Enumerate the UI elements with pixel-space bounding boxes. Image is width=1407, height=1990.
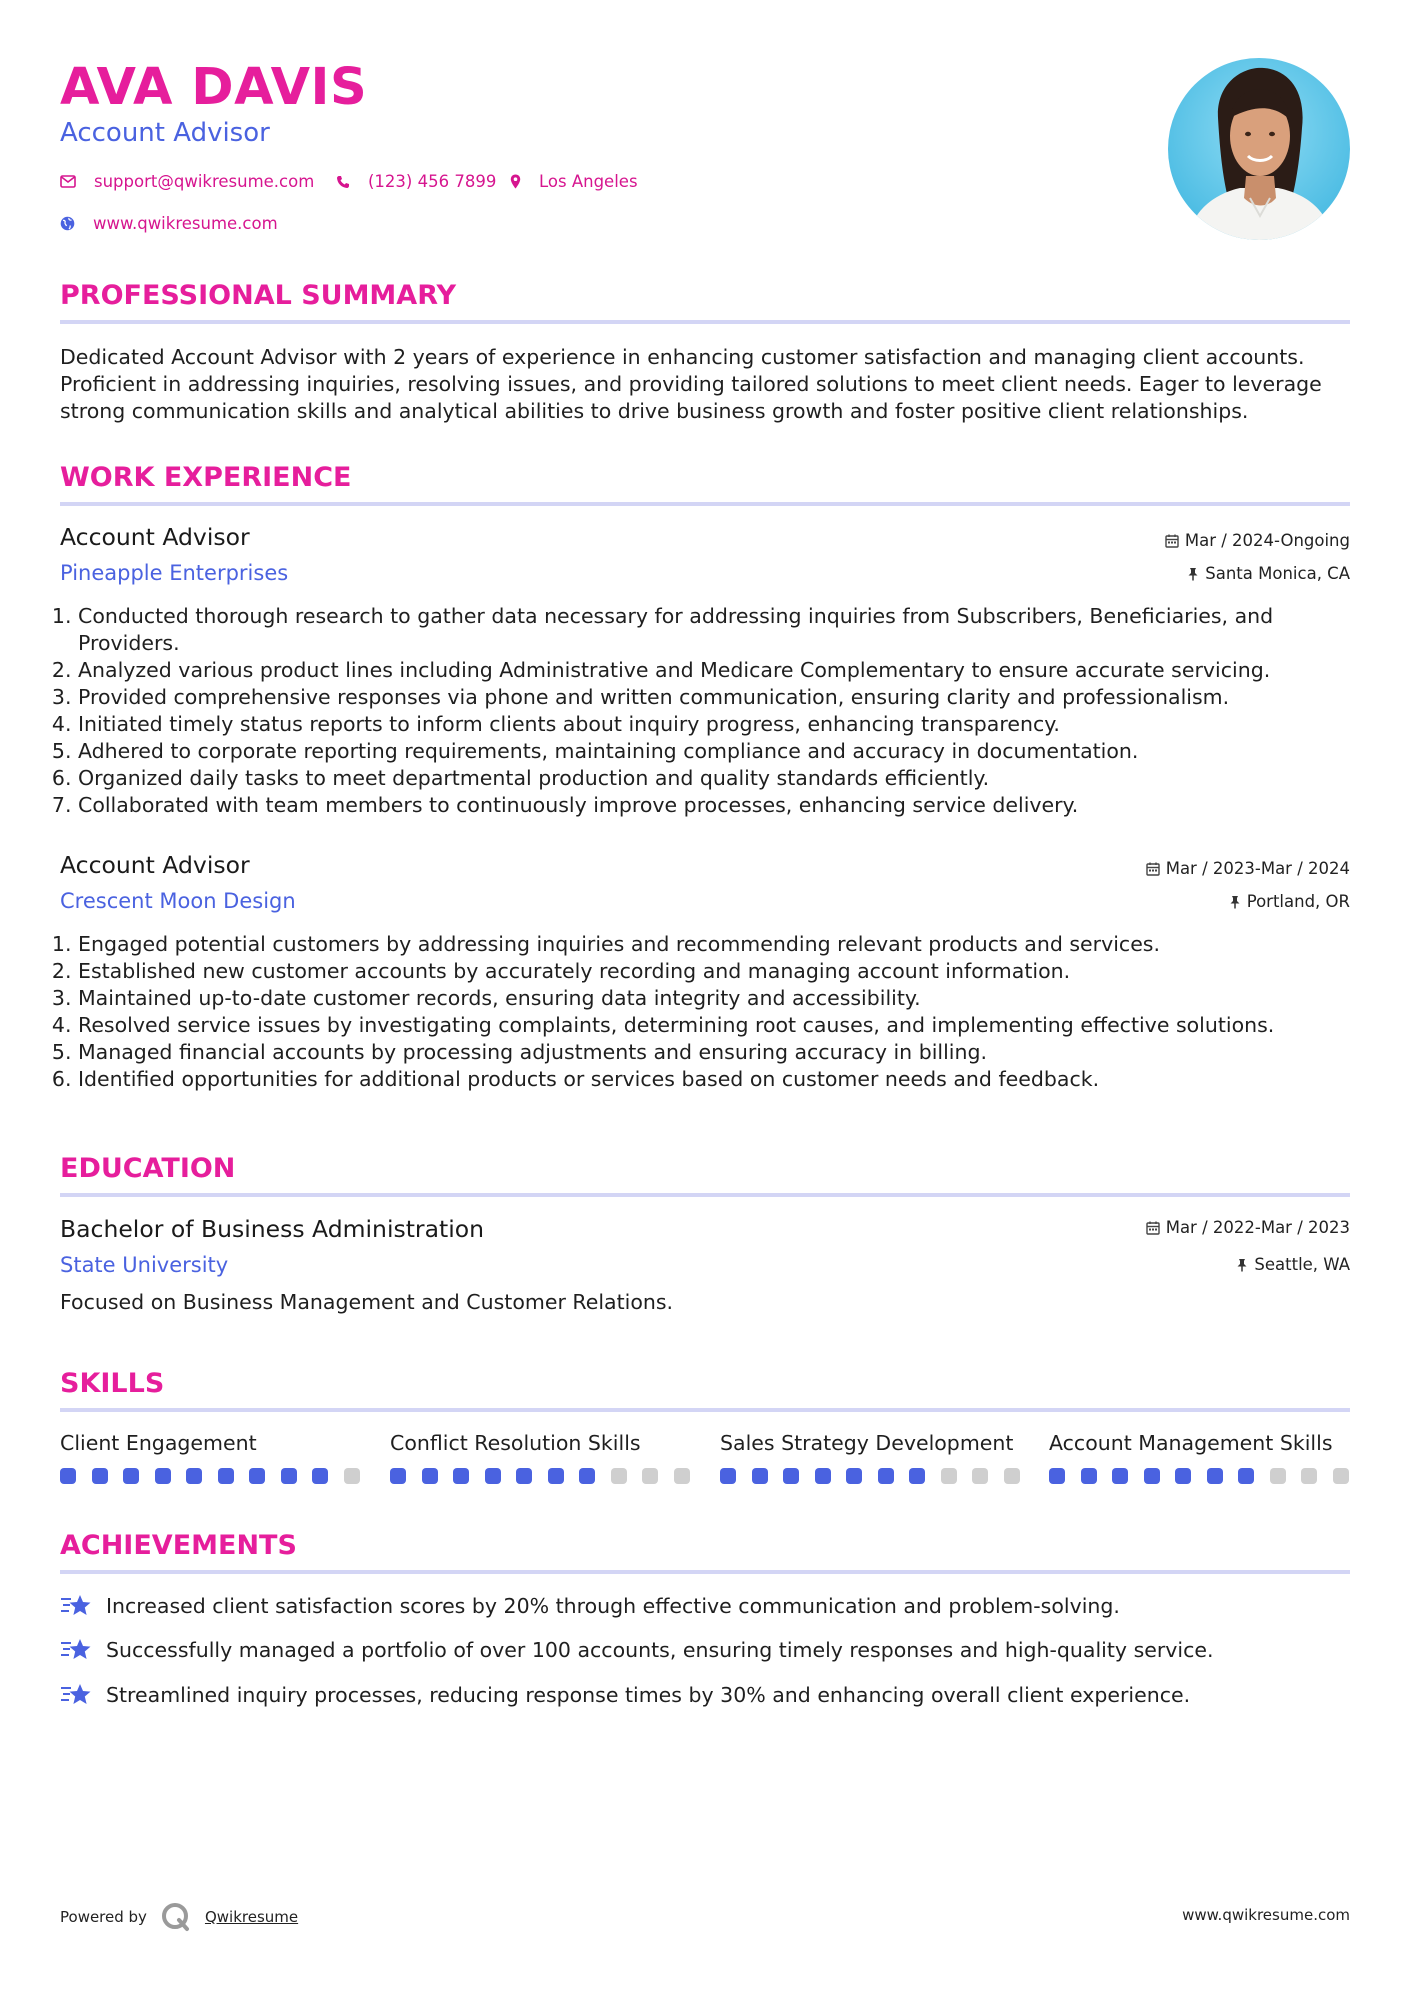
list-item: 5. Managed financial accounts by processing adjustments and ensuring accuracy in billing. — [78, 1039, 1378, 1066]
skill-dot-filled — [312, 1468, 328, 1484]
qwikresume-logo-icon — [161, 1902, 191, 1932]
job-location — [1229, 892, 1350, 911]
skill-rating — [60, 1468, 375, 1484]
skill-dot-filled — [516, 1468, 532, 1484]
skill-dot-filled — [1081, 1468, 1097, 1484]
education-location-text: Seattle, WA — [1254, 1255, 1350, 1274]
contact-website-text: www.qwikresume.com — [93, 214, 278, 233]
list-item: 3. Provided comprehensive responses via phone and written communication, ensuring clarity and professionalism. — [78, 684, 1378, 711]
section-divider — [60, 1193, 1350, 1197]
contact-email[interactable] — [60, 172, 314, 191]
section-divider — [60, 1570, 1350, 1574]
candidate-title: Account Advisor — [60, 118, 270, 148]
achievement-item — [60, 1637, 1214, 1663]
skill-dot-filled — [281, 1468, 297, 1484]
skill-name: Sales Strategy Development — [720, 1431, 1014, 1455]
pin-icon — [1236, 1258, 1248, 1272]
job-location-text: Portland, OR — [1246, 892, 1350, 911]
skill-item — [720, 1431, 1035, 1484]
list-item: 7. Collaborated with team members to continuously improve processes, enhancing service delivery. — [78, 792, 1378, 819]
skill-dot-empty — [1004, 1468, 1020, 1484]
job-location-text: Santa Monica, CA — [1205, 564, 1350, 583]
job-dates-text: Mar / 2024-Ongoing — [1184, 531, 1350, 550]
section-title-skills: SKILLS — [60, 1368, 165, 1399]
section-title-experience: WORK EXPERIENCE — [60, 462, 352, 493]
candidate-name: AVA DAVIS — [60, 58, 368, 117]
skill-dot-empty — [674, 1468, 690, 1484]
skill-dot-filled — [249, 1468, 265, 1484]
skill-dot-filled — [783, 1468, 799, 1484]
list-item: 1. Engaged potential customers by addressing inquiries and recommending relevant products and services. — [78, 931, 1378, 958]
calendar-icon — [1146, 1221, 1160, 1235]
job-role: Account Advisor — [60, 523, 250, 551]
skill-rating — [390, 1468, 705, 1484]
skill-name: Conflict Resolution Skills — [390, 1431, 641, 1455]
skill-dot-filled — [579, 1468, 595, 1484]
footer-powered-by — [60, 1902, 298, 1932]
achievement-text: Increased client satisfaction scores by 20% through effective communication and problem-solving. — [106, 1594, 1120, 1618]
footer-brand-link[interactable]: Qwikresume — [204, 1908, 299, 1926]
list-item: 2. Analyzed various product lines including Administrative and Medicare Complementary to ensure accurate servicing. — [78, 657, 1378, 684]
achievement-item — [60, 1682, 1190, 1708]
skill-item — [390, 1431, 705, 1484]
job-dates-text: Mar / 2023-Mar / 2024 — [1165, 859, 1350, 878]
star-icon — [60, 1682, 92, 1708]
skill-dot-filled — [909, 1468, 925, 1484]
skill-dot-empty — [642, 1468, 658, 1484]
skill-dot-filled — [453, 1468, 469, 1484]
job-role: Account Advisor — [60, 851, 250, 879]
achievement-text: Successfully managed a portfolio of over 100 accounts, ensuring timely responses and high-quality service. — [106, 1638, 1214, 1662]
globe-icon — [60, 216, 75, 231]
skill-dot-filled — [846, 1468, 862, 1484]
section-divider — [60, 1408, 1350, 1412]
footer-powered-label: Powered by — [60, 1908, 147, 1926]
list-item: 2. Established new customer accounts by accurately recording and managing account information. — [78, 958, 1378, 985]
skill-item — [60, 1431, 375, 1484]
education-degree: Bachelor of Business Administration — [60, 1215, 485, 1243]
skill-dot-empty — [1301, 1468, 1317, 1484]
contact-email-text: support@qwikresume.com — [94, 172, 315, 191]
achievement-item — [60, 1593, 1120, 1619]
skill-item — [1049, 1431, 1364, 1484]
skill-dot-empty — [1270, 1468, 1286, 1484]
skill-dot-filled — [92, 1468, 108, 1484]
skill-dot-filled — [548, 1468, 564, 1484]
list-item: 6. Organized daily tasks to meet departmental production and quality standards efficiently. — [78, 765, 1378, 792]
contact-phone-text: (123) 456 7899 — [368, 172, 497, 191]
skill-dot-filled — [390, 1468, 406, 1484]
contact-location — [510, 172, 638, 191]
summary-text: Dedicated Account Advisor with 2 years of experience in enhancing customer satisfaction and managing client accounts. Proficient in addressing inquiries, resolving issues, and providing tailored solutions to meet client needs. Eager to leverage strong communication skills and analytical abilities to drive business growth and foster positive client relationships. — [60, 345, 1322, 423]
star-icon — [60, 1637, 92, 1663]
skill-dot-filled — [1238, 1468, 1254, 1484]
skill-dot-empty — [611, 1468, 627, 1484]
job-duties-list — [60, 603, 1378, 819]
skill-dot-filled — [720, 1468, 736, 1484]
education-dates — [1146, 1218, 1350, 1237]
calendar-icon — [1165, 534, 1179, 548]
calendar-icon — [1146, 862, 1160, 876]
map-marker-icon — [510, 174, 521, 189]
contact-phone[interactable] — [336, 172, 496, 191]
skill-dot-empty — [1333, 1468, 1349, 1484]
envelope-icon — [60, 175, 76, 188]
skill-dot-filled — [815, 1468, 831, 1484]
skill-dot-filled — [1175, 1468, 1191, 1484]
skill-dot-filled — [1144, 1468, 1160, 1484]
skill-dot-filled — [1207, 1468, 1223, 1484]
section-title-summary: PROFESSIONAL SUMMARY — [60, 280, 457, 311]
skill-rating — [720, 1468, 1035, 1484]
list-item: 1. Conducted thorough research to gather data necessary for addressing inquiries from Subscribers, Beneficiaries, and Providers. — [78, 603, 1378, 657]
skill-dot-filled — [485, 1468, 501, 1484]
skill-dot-filled — [218, 1468, 234, 1484]
list-item: 3. Maintained up-to-date customer records, ensuring data integrity and accessibility. — [78, 985, 1378, 1012]
pin-icon — [1187, 567, 1199, 581]
skill-dot-filled — [60, 1468, 76, 1484]
list-item: 5. Adhered to corporate reporting requirements, maintaining compliance and accuracy in documentation. — [78, 738, 1378, 765]
education-dates-text: Mar / 2022-Mar / 2023 — [1165, 1218, 1350, 1237]
section-title-education: EDUCATION — [60, 1153, 236, 1184]
skill-dot-filled — [1049, 1468, 1065, 1484]
phone-icon — [336, 175, 350, 189]
footer-website[interactable]: www.qwikresume.com — [1182, 1906, 1350, 1924]
job-company: Pineapple Enterprises — [60, 561, 289, 585]
section-divider — [60, 502, 1350, 506]
skill-name: Client Engagement — [60, 1431, 257, 1455]
job-location — [1187, 564, 1350, 583]
list-item: 6. Identified opportunities for additional products or services based on customer needs and feedback. — [78, 1066, 1378, 1093]
list-item: 4. Initiated timely status reports to inform clients about inquiry progress, enhancing transparency. — [78, 711, 1378, 738]
skill-dot-filled — [155, 1468, 171, 1484]
education-school: State University — [60, 1253, 229, 1277]
section-divider — [60, 320, 1350, 324]
skill-dot-empty — [941, 1468, 957, 1484]
job-dates — [1146, 859, 1350, 878]
skill-dot-empty — [344, 1468, 360, 1484]
education-description: Focused on Business Management and Customer Relations. — [60, 1290, 674, 1314]
skill-dot-filled — [422, 1468, 438, 1484]
skill-dot-filled — [878, 1468, 894, 1484]
job-duties-list — [60, 931, 1378, 1093]
skill-dot-filled — [1112, 1468, 1128, 1484]
section-title-achievements: ACHIEVEMENTS — [60, 1530, 297, 1561]
list-item: 4. Resolved service issues by investigating complaints, determining root causes, and implementing effective solutions. — [78, 1012, 1378, 1039]
achievement-text: Streamlined inquiry processes, reducing response times by 30% and enhancing overall client experience. — [106, 1683, 1191, 1707]
skill-dot-empty — [972, 1468, 988, 1484]
contact-website[interactable] — [60, 214, 278, 233]
education-location — [1236, 1255, 1350, 1274]
job-dates — [1165, 531, 1350, 550]
skill-rating — [1049, 1468, 1364, 1484]
star-icon — [60, 1593, 92, 1619]
pin-icon — [1229, 895, 1241, 909]
job-company: Crescent Moon Design — [60, 889, 296, 913]
skill-name: Account Management Skills — [1049, 1431, 1333, 1455]
profile-photo — [1168, 58, 1350, 240]
skill-dot-filled — [752, 1468, 768, 1484]
contact-location-text: Los Angeles — [539, 172, 638, 191]
skill-dot-filled — [186, 1468, 202, 1484]
skill-dot-filled — [123, 1468, 139, 1484]
